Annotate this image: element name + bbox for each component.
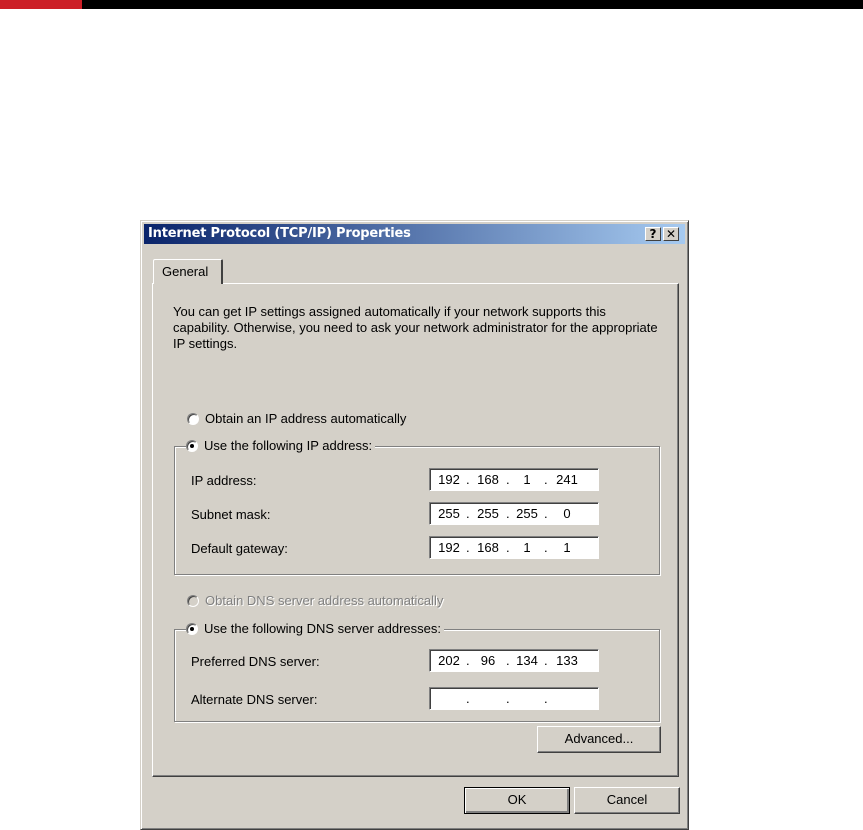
top-bar-accent [0,0,82,9]
obtain-ip-auto-label: Obtain an IP address automatically [205,411,407,426]
top-bar [0,0,863,9]
ip-dot: . [544,506,548,521]
preferred-dns-octet-2: 96 [480,653,496,668]
gateway-octet-3: 1 [523,540,531,555]
subnet-octet-3: 255 [516,506,538,521]
ip-dot: . [544,540,548,555]
subnet-mask-input[interactable] [429,502,599,525]
ip-dot: . [506,540,510,555]
preferred-dns-octet-3: 134 [516,653,538,668]
tab-general[interactable] [153,259,223,284]
title-bar[interactable] [144,224,685,244]
ip-dot: . [466,472,470,487]
obtain-dns-auto-label: Obtain DNS server address automatically [205,593,444,608]
close-icon[interactable]: ✕ [663,227,679,241]
default-gateway-input[interactable] [429,536,599,559]
ip-dot: . [466,506,470,521]
use-following-ip-option[interactable] [186,438,375,453]
advanced-button[interactable]: Advanced... [537,726,661,753]
cancel-button[interactable]: Cancel [574,787,680,814]
obtain-ip-auto-radio[interactable] [187,413,199,425]
alternate-dns-label: Alternate DNS server: [191,692,318,707]
ip-dot: . [544,472,548,487]
description-text: You can get IP settings assigned automatically if your network supports this capability. Otherwise, you need to ask your network administrator for the appropriate IP settings. [173,304,658,351]
default-gateway-label: Default gateway: [191,541,288,556]
subnet-mask-label: Subnet mask: [191,507,271,522]
preferred-dns-input[interactable] [429,649,599,672]
preferred-dns-octet-1: 202 [438,653,460,668]
use-following-ip-label: Use the following IP address: [204,438,373,453]
ip-dot: . [466,691,470,706]
ip-octet-1: 192 [438,472,460,487]
gateway-octet-4: 1 [563,540,571,555]
tab-general-label: General [162,264,209,279]
general-tab-panel [152,283,679,777]
preferred-dns-octet-4: 133 [556,653,578,668]
ip-octet-3: 1 [523,472,531,487]
use-following-dns-option[interactable] [186,621,444,636]
ip-octet-4: 241 [556,472,578,487]
use-following-ip-radio[interactable] [186,440,198,452]
ip-dot: . [544,691,548,706]
obtain-ip-auto-option[interactable] [187,411,406,426]
dialog-title: Internet Protocol (TCP/IP) Properties [148,226,411,241]
gateway-octet-2: 168 [477,540,499,555]
subnet-octet-4: 0 [563,506,571,521]
ip-dot: . [506,691,510,706]
ip-octet-2: 168 [477,472,499,487]
obtain-dns-auto-radio [187,595,199,607]
use-following-dns-radio[interactable] [186,623,198,635]
help-icon[interactable]: ? [645,227,661,241]
ip-dot: . [506,472,510,487]
tcpip-properties-dialog [140,220,689,830]
ip-dot: . [466,540,470,555]
ip-address-input[interactable] [429,468,599,491]
preferred-dns-label: Preferred DNS server: [191,654,320,669]
gateway-octet-1: 192 [438,540,460,555]
ip-address-label: IP address: [191,473,257,488]
ok-button[interactable]: OK [464,787,570,814]
obtain-dns-auto-option [187,593,443,608]
alternate-dns-input[interactable] [429,687,599,710]
subnet-octet-2: 255 [477,506,499,521]
ip-dot: . [466,653,470,668]
subnet-octet-1: 255 [438,506,460,521]
ip-dot: . [544,653,548,668]
ip-dot: . [506,653,510,668]
ip-dot: . [506,506,510,521]
use-following-dns-label: Use the following DNS server addresses: [204,621,441,636]
